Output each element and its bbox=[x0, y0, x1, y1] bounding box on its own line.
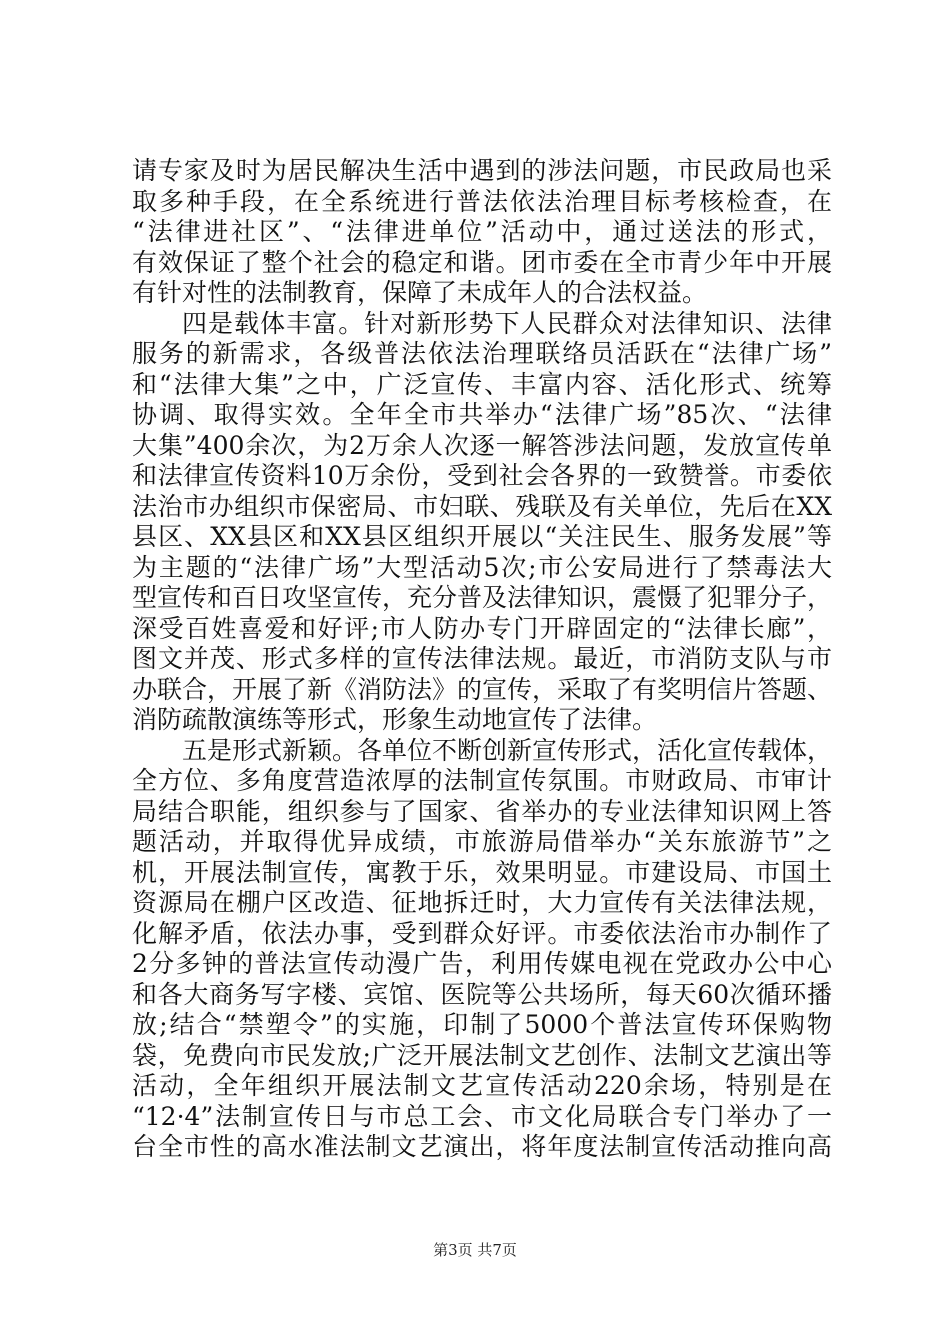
text-line: 为主题的“法律广场”大型活动5次;市公安局进行了禁毒法大 bbox=[132, 552, 832, 582]
paragraph-start-line: 五是形式新颖。各单位不断创新宣传形式，活化宣传载体， bbox=[182, 735, 833, 765]
text-line: 服务的新需求，各级普法依法治理联络员活跃在“法律广场” bbox=[132, 339, 832, 368]
text-line: 化解矛盾，依法办事，受到群众好评。市委依法治市办制作了 bbox=[132, 918, 832, 948]
text-line: 袋，免费向市民发放;广泛开展法制文艺创作、法制文艺演出等 bbox=[132, 1040, 832, 1070]
text-line: 图文并茂、形式多样的宣传法律法规。最近，市消防支队与市 bbox=[132, 644, 832, 673]
page-number-footer: 第3页 共7页 bbox=[433, 1241, 517, 1259]
text-line: 资源局在棚户区改造、征地拆迁时，大力宣传有关法律法规， bbox=[132, 888, 832, 917]
text-line: 和各大商务写字楼、宾馆、医院等公共场所，每天60次循环播 bbox=[132, 979, 832, 1009]
text-line: 机，开展法制宣传，寓教于乐，效果明显。市建设局、市国土 bbox=[132, 857, 832, 887]
document-body bbox=[132, 156, 832, 1163]
text-line: 2分多钟的普法宣传动漫广告，利用传媒电视在党政办公中心 bbox=[132, 949, 832, 978]
text-line: 和“法律大集”之中，广泛宣传、丰富内容、活化形式、统筹 bbox=[132, 369, 832, 399]
text-line: 县区、XX县区和XX县区组织开展以“关注民生、服务发展”等 bbox=[132, 522, 832, 551]
text-line: 请专家及时为居民解决生活中遇到的涉法问题，市民政局也采 bbox=[132, 156, 832, 185]
text-line: 有效保证了整个社会的稳定和谐。团市委在全市青少年中开展 bbox=[132, 247, 832, 277]
text-line: 有针对性的法制教育，保障了未成年人的合法权益。 bbox=[132, 278, 708, 307]
text-line: 协调、取得实效。全年全市共举办“法律广场”85次、“法律 bbox=[132, 400, 832, 429]
text-line: 型宣传和百日攻坚宣传，充分普及法律知识，震慑了犯罪分子， bbox=[132, 583, 833, 612]
text-line: 局结合职能，组织参与了国家、省举办的专业法律知识网上答 bbox=[132, 796, 832, 826]
text-line: 和法律宣传资料10万余份，受到社会各界的一致赞誉。市委依 bbox=[132, 461, 832, 490]
text-line: “12·4”法制宣传日与市总工会、市文化局联合专门举办了一 bbox=[132, 1101, 832, 1131]
text-line: 台全市性的高水准法制文艺演出，将年度法制宣传活动推向高 bbox=[132, 1132, 832, 1161]
text-line: “法律进社区”、“法律进单位”活动中，通过送法的形式， bbox=[132, 217, 832, 246]
text-line: 办联合，开展了新《消防法》的宣传，采取了有奖明信片答题、 bbox=[132, 674, 833, 704]
text-line: 取多种手段，在全系统进行普法依法治理目标考核检查，在 bbox=[132, 186, 832, 216]
text-line: 全方位、多角度营造浓厚的法制宣传氛围。市财政局、市审计 bbox=[132, 766, 832, 795]
text-line: 大集”400余次，为2万余人次逐一解答涉法问题，发放宣传单 bbox=[132, 430, 832, 460]
text-line: 消防疏散演练等形式，形象生动地宣传了法律。 bbox=[132, 705, 658, 734]
paragraph-start-line: 四是载体丰富。针对新形势下人民群众对法律知识、法律 bbox=[182, 308, 832, 338]
text-line: 法治市办组织市保密局、市妇联、残联及有关单位，先后在XX bbox=[132, 491, 832, 521]
text-line: 深受百姓喜爱和好评;市人防办专门开辟固定的“法律长廊”， bbox=[132, 613, 832, 643]
text-line: 活动，全年组织开展法制文艺宣传活动220余场，特别是在 bbox=[132, 1071, 832, 1100]
text-line: 题活动，并取得优异成绩，市旅游局借举办“关东旅游节”之 bbox=[132, 827, 832, 856]
text-line: 放;结合“禁塑令”的实施，印制了5000个普法宣传环保购物 bbox=[132, 1010, 832, 1039]
